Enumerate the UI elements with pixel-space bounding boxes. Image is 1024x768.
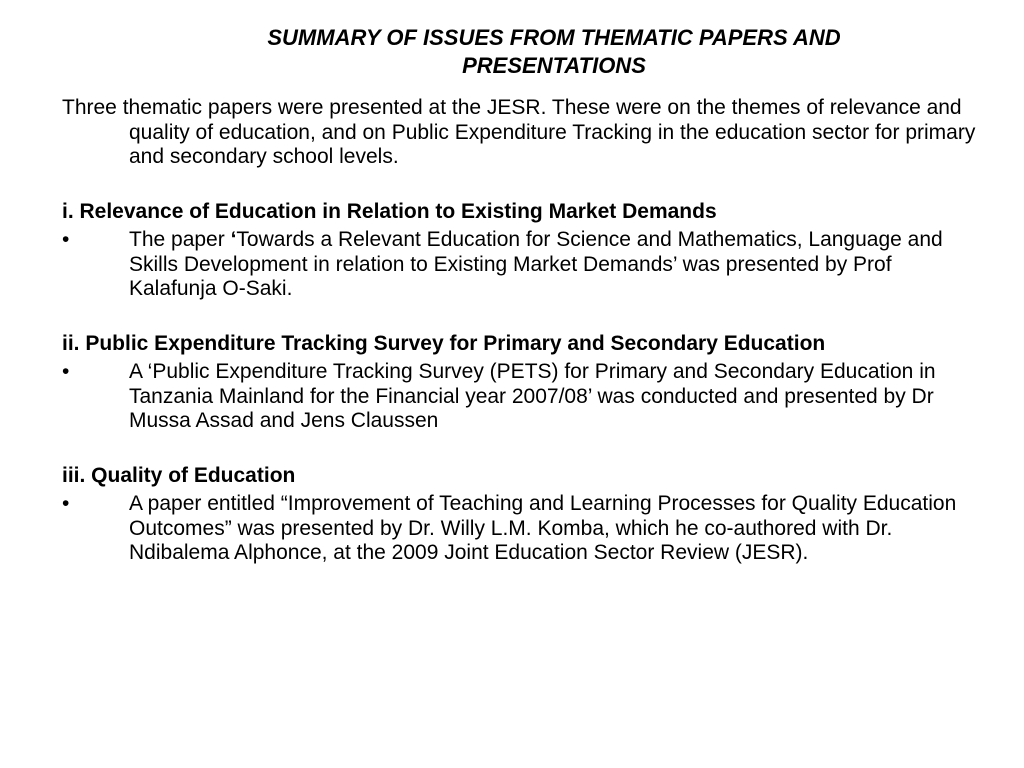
- intro-paragraph: Three thematic papers were presented at the JESR. These were on the themes of relevance and quality of education, and on Public Expenditure Tracking in the education sector for primary and secondary school levels.: [62, 96, 976, 168]
- slide-title-line-1: SUMMARY OF ISSUES FROM THEMATIC PAPERS AND: [267, 25, 841, 50]
- bullet-text-pets: A ‘Public Expenditure Tracking Survey (PETS) for Primary and Secondary Education in Tanzania Mainland for the Financial year 2007/08’ was conducted and presented by Dr Mussa Assad and Jens Claussen: [129, 360, 936, 432]
- bullet-mark: •: [62, 228, 70, 251]
- section-heading-quality: iii. Quality of Education: [62, 463, 296, 487]
- bullet-item-pets: [62, 360, 982, 434]
- bullet-text-relevance: [129, 228, 982, 302]
- slide-title: [200, 24, 908, 80]
- bullet-text-quality: A paper entitled “Improvement of Teaching and Learning Processes for Quality Education Outcomes” was presented by Dr. Willy L.M. Komba, which he co-authored with Dr. Ndibalema Alphonce, at the 2009 Joint Education Sector Review (JESR).: [129, 492, 957, 564]
- bullet-item-relevance: [62, 228, 982, 302]
- slide-title-line-2: PRESENTATIONS: [462, 53, 646, 78]
- bullet-text-rest: Towards a Relevant Education for Science and Mathematics, Language and Skills Development in relation to Existing Market Demands’ was presented by Prof Kalafunja O-Saki.: [129, 228, 943, 300]
- bullet-mark: •: [62, 360, 70, 383]
- section-heading-pets: ii. Public Expenditure Tracking Survey for Primary and Secondary Education: [62, 331, 826, 355]
- bullet-item-quality: [62, 492, 982, 566]
- slide-body: [62, 96, 982, 566]
- bullet-quote-mark: ‘: [230, 228, 237, 251]
- section-heading-relevance: i. Relevance of Education in Relation to Existing Market Demands: [62, 199, 717, 223]
- bullet-text-prefix: The paper: [129, 228, 231, 251]
- bullet-mark: •: [62, 492, 70, 515]
